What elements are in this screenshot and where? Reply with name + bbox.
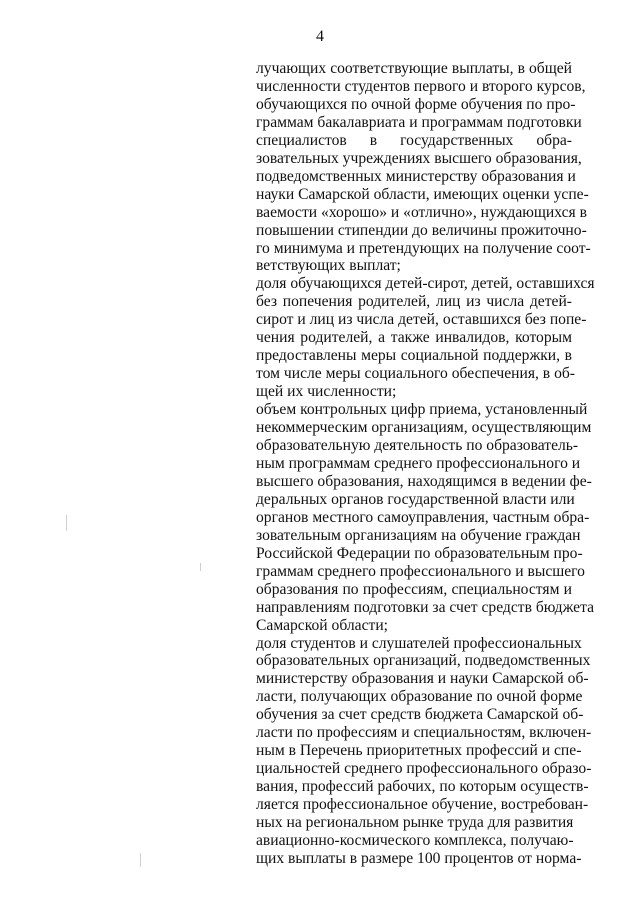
text-line: Самарской области;	[256, 616, 389, 634]
text-line: ляется профессиональное обучение, востребован-	[256, 796, 589, 814]
text-line: щих выплаты в размере 100 процентов от норма-	[256, 849, 582, 867]
paragraph	[256, 634, 592, 868]
text-line: граммам бакалавриата и программам подготовки	[256, 113, 582, 131]
text-line: граммам среднего профессионального и высшего	[256, 562, 585, 580]
text-line: численности студентов первого и второго курсов,	[256, 77, 586, 95]
text-line: Российской Федерации по образовательным про-	[256, 544, 583, 562]
text-line: высшего образования, находящимся в ведении фе-	[256, 472, 592, 490]
text-line: вания, профессий рабочих, по которым осуществ-	[256, 778, 589, 796]
paragraph	[256, 401, 594, 634]
body-text	[256, 60, 595, 868]
text-line: повышении стипендии до величины прожиточно-	[256, 221, 587, 239]
text-line: подведомственных министерству образования и	[256, 167, 576, 185]
text-line: деральных органов государственной власти или	[256, 490, 575, 508]
text-line: авиационно-космического комплекса, получаю-	[256, 831, 574, 849]
text-line: сирот и лиц из числа детей, оставшихся без попе-	[256, 311, 587, 329]
text-line: обучающихся по очной форме обучения по про-	[256, 95, 576, 113]
text-line: науки Самарской области, имеющих оценки успе-	[256, 185, 589, 203]
text-line: том числе меры социального обеспечения, в об-	[256, 365, 575, 383]
text-line: направлениям подготовки за счет средств бюджета	[256, 598, 594, 616]
text-line: предоставлены меры социальной поддержки, в	[256, 347, 572, 365]
paragraph	[256, 275, 595, 401]
scan-artifact-mark	[140, 853, 141, 867]
page-number: 4	[316, 28, 324, 45]
text-line: образовательных организаций, подведомственных	[256, 652, 591, 670]
text-line: объем контрольных цифр приема, установленный	[256, 401, 588, 419]
text-line: ласти, получающих образование по очной форме	[256, 688, 583, 706]
text-line: ным программам среднего профессионального и	[256, 454, 581, 472]
scan-artifact-mark	[200, 563, 201, 571]
text-line: министерству образования и науки Самарской об-	[256, 670, 589, 688]
text-line: лучающих соответствующие выплаты, в общей	[256, 60, 572, 77]
scan-artifact-mark	[66, 515, 67, 531]
text-line: специалистов в государственных обра-	[256, 131, 572, 149]
text-line: органов местного самоуправления, частным обра-	[256, 508, 590, 526]
text-line: образовательную деятельность по образователь-	[256, 437, 579, 455]
text-line: ных на региональном рынке труда для развития	[256, 814, 574, 832]
text-line: некоммерческим организациям, осуществляющим	[256, 419, 592, 437]
text-line: чения родителей, а также инвалидов, которым	[256, 329, 572, 347]
text-line: циальностей среднего профессионального образо-	[256, 760, 592, 778]
paragraph	[256, 60, 591, 275]
text-line: ным в Перечень приоритетных профессий и спе-	[256, 742, 582, 760]
text-line: зовательных учреждениях высшего образования,	[256, 149, 582, 167]
text-line: зовательным организациям на обучение граждан	[256, 526, 581, 544]
text-line: ласти по профессиям и специальностям, включен-	[256, 724, 592, 742]
text-line: ваемости «хорошо» и «отлично», нуждающихся в	[256, 203, 587, 221]
text-line: щей их численности;	[256, 383, 397, 401]
text-line: образования по профессиям, специальностям и	[256, 580, 572, 598]
text-line: доля студентов и слушателей профессиональных	[256, 634, 582, 652]
text-line: без попечения родителей, лиц из числа детей-	[256, 293, 572, 311]
text-line: обучения за счет средств бюджета Самарской об-	[256, 706, 584, 724]
text-line: го минимума и претендующих на получение соот-	[256, 239, 591, 257]
text-line: доля обучающихся детей-сирот, детей, оставшихся	[256, 275, 595, 293]
text-line: ветствующих выплат;	[256, 257, 401, 275]
